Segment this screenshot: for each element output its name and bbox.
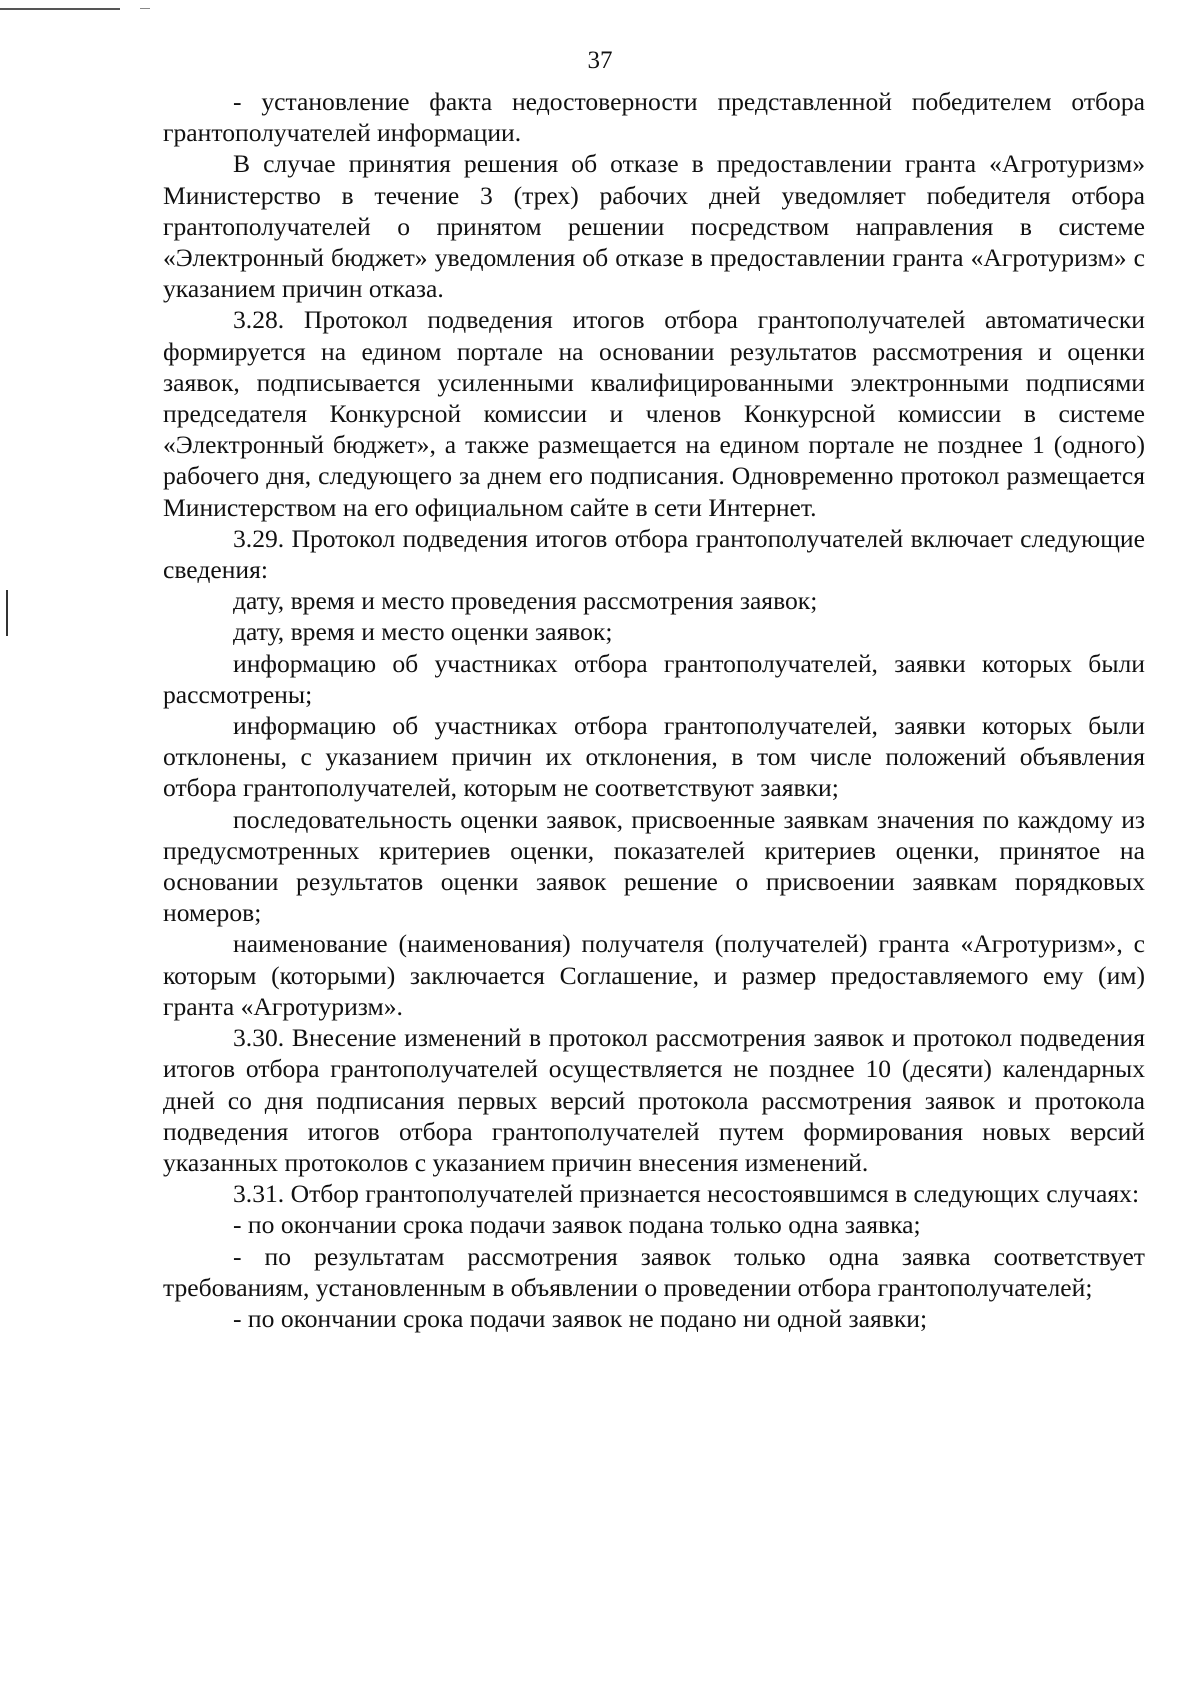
list-item-no-applications: - по окончании срока подачи заявок не подано ни одной заявки; <box>233 1303 928 1333</box>
list-item-single-application: - по окончании срока подачи заявок подана только одна заявка; <box>233 1210 921 1240</box>
list-item-reviewed-participants: информацию об участниках отбора грантополучателей, заявки которых были рассмотрены; <box>163 648 1145 709</box>
list-item-single-compliant: - по результатам рассмотрения заявок только одна заявка соответствует требованиям, установленным в объявлении о проведении отбора грантополучателей; <box>163 1241 1145 1302</box>
list-item-rejected-participants: информацию об участниках отбора грантополучателей, заявки которых были отклонены, с указанием причин их отклонения, в том числе положений объявления отбора грантополучателей, которым не соответствуют заявки; <box>163 711 1145 803</box>
paragraph-fact-unreliability: - установление факта недостоверности представленной победителем отбора грантополучателей информации. <box>163 87 1145 148</box>
scan-artifact-line <box>0 8 120 10</box>
paragraph-3-31: 3.31. Отбор грантополучателей признается несостоявшимся в следующих случаях: <box>233 1179 1140 1209</box>
list-item-review-date: дату, время и место проведения рассмотрения заявок; <box>233 586 818 616</box>
paragraph-refusal-notice: В случае принятия решения об отказе в предоставлении гранта «Агротуризм» Министерство в течение 3 (трех) рабочих дней уведомляет победителя отбора грантополучателей о принятом решении посредством направления в системе «Электронный бюджет» уведомления об отказе в предоставлении гранта «Агротуризм» с указанием причин отказа. <box>163 149 1145 304</box>
list-item-evaluation-date: дату, время и место оценки заявок; <box>233 617 613 647</box>
page-number: 37 <box>587 47 613 74</box>
paragraph-3-30: 3.30. Внесение изменений в протокол рассмотрения заявок и протокол подведения итогов отбора грантополучателей осуществляется не позднее 10 (десяти) календарных дней со дня подписания первых версий протокола рассмотрения заявок и протокола подведения итогов отбора грантополучателей путем формирования новых версий указанных протоколов с указанием причин внесения изменений. <box>163 1023 1145 1177</box>
document-body <box>163 86 1145 1334</box>
paragraph-3-29: 3.29. Протокол подведения итогов отбора грантополучателей включает следующие сведения: <box>163 523 1145 585</box>
paragraph-3-28: 3.28. Протокол подведения итогов отбора грантополучателей автоматически формируется на едином портале на основании результатов рассмотрения и оценки заявок, подписывается усиленными квалифицированными электронными подписями председателя Конкурсной комиссии и членов Конкурсной комиссии в системе «Электронный бюджет», а также размещается на едином портале не позднее 1 (одного) рабочего дня, следующего за днем его подписания. Одновременно протокол размещается Министерством на его официальном сайте в сети Интернет. <box>163 305 1145 522</box>
scan-artifact-mark <box>6 590 8 636</box>
scan-artifact-line <box>140 8 150 9</box>
list-item-evaluation-sequence: последовательность оценки заявок, присвоенные заявкам значения по каждому из предусмотренных критериев оценки, показателей критериев оценки, принятое на основании результатов оценки заявок решение о присвоении заявкам порядковых номеров; <box>163 804 1145 928</box>
list-item-grant-recipients: наименование (наименования) получателя (получателей) гранта «Агротуризм», с которым (которыми) заключается Соглашение, и размер предоставляемого ему (им) гранта «Агротуризм». <box>163 929 1145 1021</box>
